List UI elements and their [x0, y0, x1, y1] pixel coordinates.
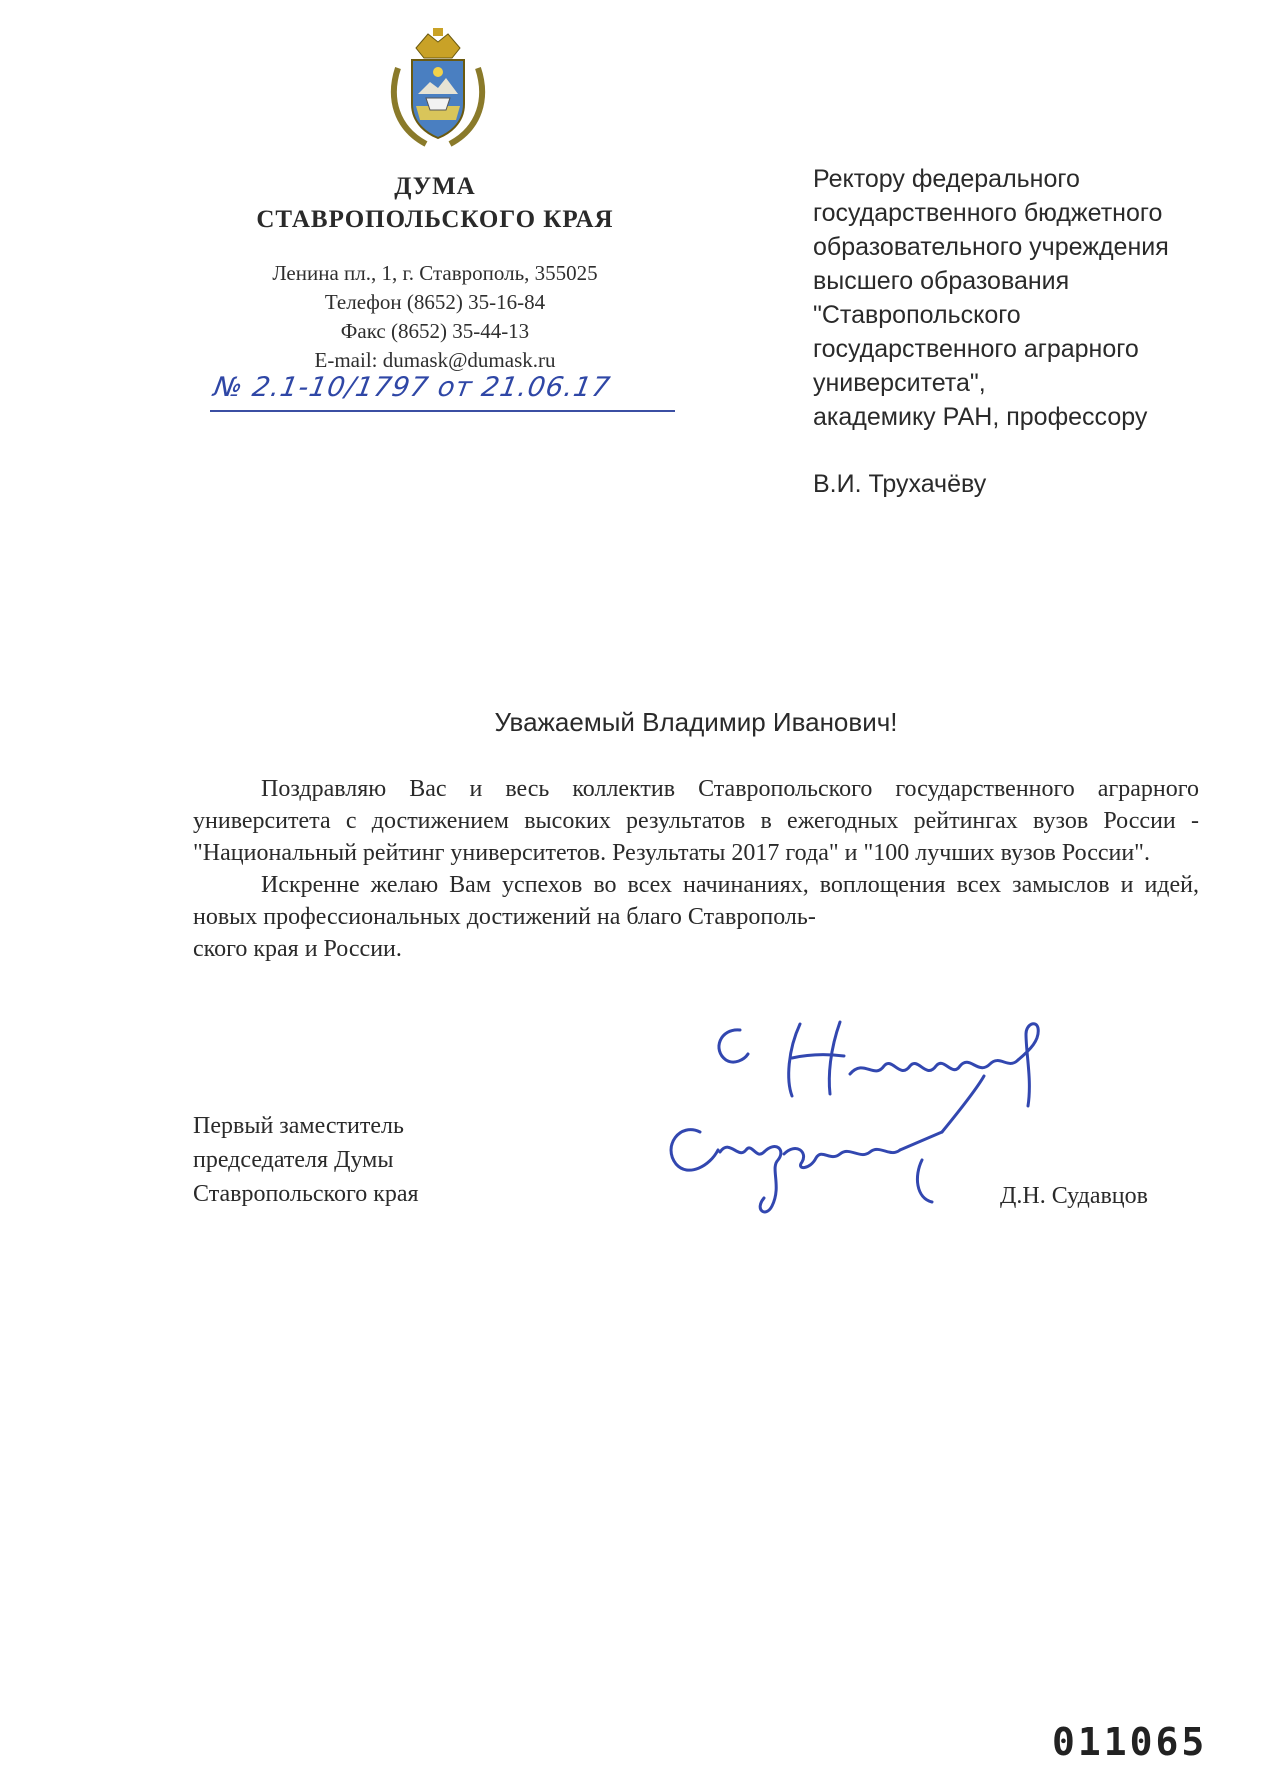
addressee-line: высшего образования — [813, 267, 1070, 295]
handwritten-signature — [660, 1010, 1160, 1270]
signatory-title-line: председателя Думы — [193, 1147, 394, 1173]
body-paragraph: Поздравляю Вас и весь коллектив Ставропольского государственного аграрного университета с достижением высоких результатов в ежегодных рейтингах вузов России - "Национальный рейтинг университетов. Результаты 2017 года" и "100 лучших вузов России". — [193, 776, 1199, 866]
addressee-line: образовательного учреждения — [813, 233, 1169, 261]
org-fax: Факс (8652) 35-44-13 — [340, 319, 530, 343]
org-name-line1: ДУМА — [394, 173, 476, 200]
registration-number-field — [210, 372, 675, 412]
addressee-line: государственного аграрного — [813, 335, 1139, 363]
letter-body — [193, 773, 1199, 965]
signatory-title — [193, 1109, 419, 1211]
addressee-block — [813, 162, 1233, 434]
salutation: Уважаемый Владимир Иванович! — [494, 707, 898, 737]
addressee-line: государственного бюджетного — [813, 199, 1163, 227]
addressee-line: "Ставропольского — [813, 301, 1021, 329]
org-phone: Телефон (8652) 35-16-84 — [324, 290, 546, 314]
org-email: E-mail: dumask@dumask.ru — [314, 348, 556, 372]
addressee-name: В.И. Трухачёву — [813, 470, 987, 498]
signatory-title-line: Первый заместитель — [193, 1113, 404, 1139]
addressee-line: университета", — [813, 369, 986, 397]
org-address: Ленина пл., 1, г. Ставрополь, 355025 — [272, 261, 598, 285]
coat-of-arms-icon — [386, 28, 490, 150]
addressee-line: академику РАН, профессору — [813, 403, 1148, 431]
signer-name: Д.Н. Судавцов — [1000, 1183, 1148, 1209]
body-paragraph-tail: ского края и России. — [193, 936, 402, 962]
document-serial-number: 011065 — [1052, 1720, 1208, 1764]
addressee-line: Ректору федерального — [813, 165, 1080, 193]
registration-number: № 2.1-10/1797 от 21.06.17 — [211, 372, 613, 403]
org-name-line2: СТАВРОПОЛЬСКОГО КРАЯ — [256, 206, 614, 233]
signatory-title-line: Ставропольского края — [193, 1181, 419, 1207]
body-paragraph: Искренне желаю Вам успехов во всех начинаниях, воплощения всех замыслов и идей, новых профессиональных достижений на благо Ставрополь- — [193, 872, 1199, 930]
